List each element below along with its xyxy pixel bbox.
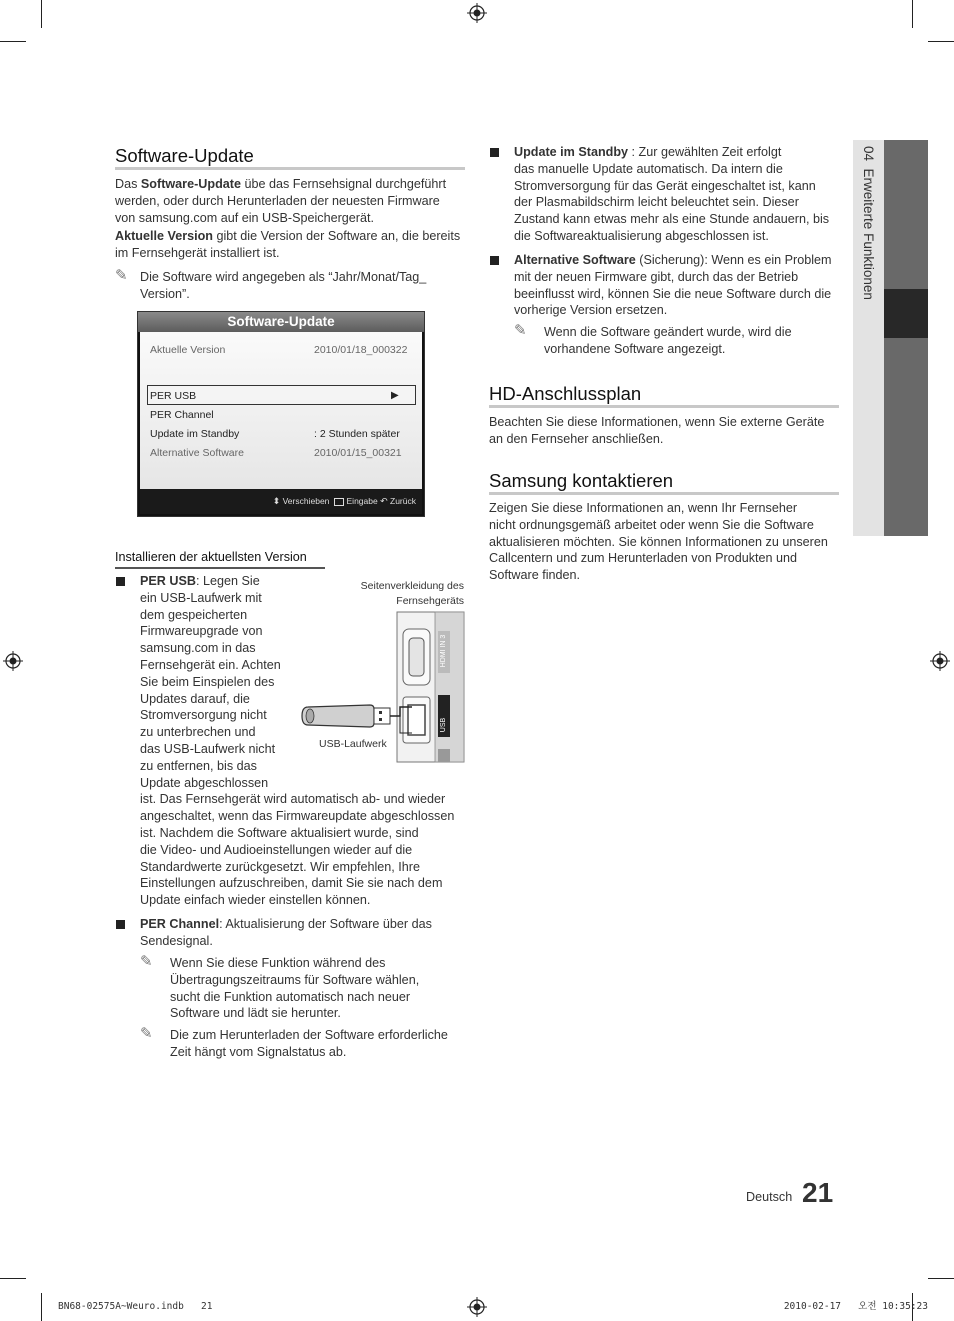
- contact-paragraph: Zeigen Sie diese Informationen an, wenn Ihr Fernseher nicht ordnungsgemäß arbeitet oder wenn Sie die Software aktualisieren möchten. Sie können Informationen zu unseren Callcentern und zum Herunterladen von Produkten und Software finden.: [489, 501, 828, 583]
- chapter-tab-label: [857, 146, 879, 346]
- chapter-tab-strip: [884, 140, 928, 289]
- page-number: 21: [802, 1177, 834, 1208]
- intro-paragraph: Das Software-Update übe das Fernsehsignal durchgeführt werden, oder durch Herunterladen der neuesten Firmware von samsung.com auf ein USB-Speichergerät.: [115, 177, 447, 225]
- alternative-software-note: Wenn die Software geändert wurde, wird die vorhandene Software angezeigt.: [544, 325, 792, 356]
- bullet-square: [490, 256, 499, 265]
- osd-title: Software-Update: [138, 312, 424, 332]
- chapter-tab-marker: [884, 289, 928, 338]
- osd-arrow-right-icon: ▶: [391, 390, 399, 401]
- osd-item-per-usb[interactable]: PER USB: [150, 390, 197, 402]
- per-usb-bold-term: PER USB: [140, 574, 196, 588]
- note-pencil-icon: ✎: [140, 1025, 153, 1042]
- hd-connection-paragraph: Beachten Sie diese Informationen, wenn Sie externe Geräte an den Fernseher anschließen.: [489, 415, 825, 446]
- osd-item-alternative-software[interactable]: Alternative Software: [150, 447, 244, 459]
- heading-rule: [115, 167, 465, 170]
- osd-current-version-label: Aktuelle Version: [150, 344, 226, 356]
- print-file-info: BN68-02575A~Weuro.indb 21: [58, 1301, 213, 1312]
- section-heading-contact-samsung: Samsung kontaktieren: [489, 470, 674, 491]
- figure-caption-usb-drive: USB-Laufwerk: [319, 738, 387, 750]
- registration-mark-icon: [467, 3, 487, 23]
- osd-footer-enter: Eingabe: [346, 496, 378, 506]
- chapter-tab-strip: [884, 338, 928, 536]
- section-heading-software-update: Software-Update: [115, 145, 254, 166]
- osd-item-standby[interactable]: Update im Standby: [150, 428, 240, 440]
- print-timestamp: 2010-02-17 오전 10:35:23: [783, 1301, 928, 1312]
- enter-icon: [334, 498, 344, 506]
- crop-mark: [0, 1278, 26, 1279]
- registration-mark-icon: [930, 651, 950, 671]
- subheading-install-latest: Installieren der aktuellsten Version: [115, 550, 307, 564]
- per-channel-paragraph: PER Channel: Aktualisierung der Software über das Sendesignal.: [140, 917, 432, 948]
- note-pencil-icon: ✎: [140, 953, 153, 970]
- standby-paragraph: Update im Standby : Zur gewählten Zeit erfolgt das manuelle Update automatisch. Da intern die Stromversorgung für das Gerät eingeschaltet ist, kann der Plasmabildschirm leicht beleuchtet sein. Dieser Zustand kann etwas mehr als eine Stunde andauern, bis die Softwareaktualisierung abgeschlossen ist.: [514, 145, 830, 243]
- registration-mark-icon: [467, 1297, 487, 1317]
- intro-bold-term: Software-Update: [140, 177, 241, 191]
- chapter-number: 04: [861, 146, 876, 162]
- version-bold-term: Aktuelle Version: [115, 229, 213, 243]
- osd-item-alternative-value: 2010/01/15_00321: [314, 447, 402, 459]
- port-label-hdmi: HDMI IN 3: [440, 634, 447, 668]
- chapter-title: Erweiterte Funktionen: [861, 168, 876, 300]
- osd-item-per-channel[interactable]: PER Channel: [150, 409, 214, 421]
- crop-mark: [912, 0, 913, 28]
- osd-item-standby-value: : 2 Stunden später: [314, 428, 400, 440]
- per-channel-note-2: Die zum Herunterladen der Software erforderliche Zeit hängt vom Signalstatus ab.: [170, 1028, 448, 1059]
- osd-software-update-menu: [137, 311, 425, 517]
- note-pencil-icon: ✎: [115, 267, 128, 284]
- section-heading-hd-connection: HD-Anschlussplan: [489, 383, 642, 404]
- alternative-bold-term: Alternative Software: [514, 253, 636, 267]
- per-channel-bold-term: PER Channel: [140, 917, 220, 931]
- crop-mark: [41, 1293, 42, 1321]
- updown-arrow-icon: ⬍: [272, 496, 281, 506]
- return-icon: ↶: [380, 496, 388, 506]
- crop-mark: [928, 1278, 954, 1279]
- crop-mark: [928, 41, 954, 42]
- osd-body: [140, 332, 422, 489]
- heading-rule: [489, 492, 839, 495]
- alternative-software-paragraph: Alternative Software (Sicherung): Wenn es ein Problem mit der neuen Firmware gibt, durch das der Betrieb beeinflusst wird, können Sie die neue Software durch die vorherige Version ersetzen.: [514, 253, 832, 318]
- bullet-square: [116, 920, 125, 929]
- bullet-square: [116, 577, 125, 586]
- subheading-rule: [115, 567, 325, 569]
- heading-rule: [489, 405, 839, 408]
- osd-current-version-value: 2010/01/18_000322: [314, 344, 408, 356]
- standby-bold-term: Update im Standby: [514, 145, 629, 159]
- version-paragraph: Aktuelle Version gibt die Version der Software an, die bereits im Fernsehgerät installiert ist.: [115, 229, 461, 260]
- version-note: Die Software wird angegeben als “Jahr/Monat/Tag_ Version”.: [140, 270, 427, 301]
- note-pencil-icon: ✎: [514, 322, 527, 339]
- per-channel-note-1: Wenn Sie diese Funktion während des Übertragungszeitraums für Software wählen, sucht die Funktion automatisch nach neuer Software und lädt sie herunter.: [170, 956, 420, 1021]
- osd-footer-back: Zurück: [390, 496, 416, 506]
- registration-mark-icon: [3, 651, 23, 671]
- crop-mark: [0, 41, 26, 42]
- figure-caption-tv-side: Seitenverkleidung des Fernsehgeräts: [360, 580, 464, 607]
- crop-mark: [41, 0, 42, 28]
- osd-footer: [140, 489, 422, 514]
- bullet-square: [490, 148, 499, 157]
- per-usb-paragraph: PER USB: Legen Sie ein USB-Laufwerk mit dem gespeicherten Firmwareupgrade von samsung.com in das Fernsehgerät ein. Achten Sie beim Einspielen des Updates darauf, die Stromversorgung nicht zu unterbrechen und das USB-Laufwerk nicht zu entfernen, bis das Update abgeschlossen ist. Das Fernsehgerät wird automatisch ab- und wieder angeschaltet, wenn das Firmwareupdate abgeschlossen ist. Nachdem die Software aktualisiert wurde, sind die Video- und Audioeinstellungen wieder auf die Standardwerte zurückgesetzt. Wir empfehlen, Ihre Einstellungen aufzuschreiben, damit Sie sie nach dem Update einfach wieder einstellen können.: [140, 574, 455, 908]
- osd-footer-move: Verschieben: [282, 496, 330, 506]
- footer-language: Deutsch: [746, 1190, 793, 1204]
- port-label-usb: USB: [440, 717, 447, 733]
